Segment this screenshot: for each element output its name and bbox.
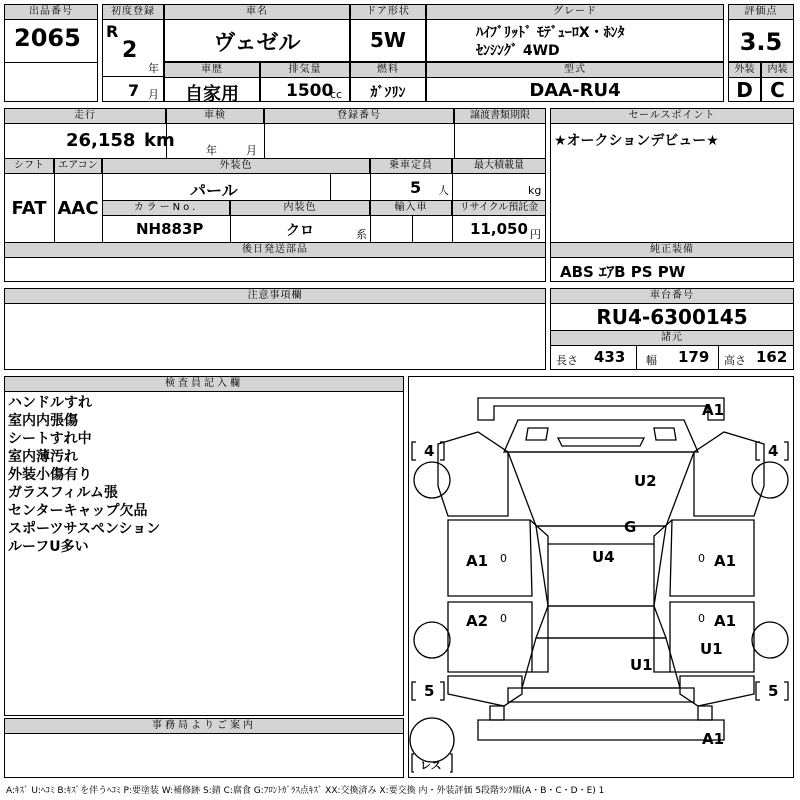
sales-point-label: セールスポイント xyxy=(550,108,794,124)
height-label: 高さ xyxy=(724,354,746,367)
model: DAA-RU4 xyxy=(529,80,621,101)
office-label: 事務局よりご案内 xyxy=(4,718,404,734)
mark-left-front-door: A1 xyxy=(466,552,489,570)
equipment-text: ABS ｴｱB PS PW xyxy=(560,263,686,281)
zero-mark-1: 0 xyxy=(500,552,507,565)
mark-rear-bumper: A1 xyxy=(702,730,725,748)
mark-right-rear-fender: U1 xyxy=(700,640,723,658)
height: 162 xyxy=(756,348,788,366)
history: 自家用 xyxy=(185,84,239,105)
equipment-label: 純正装備 xyxy=(550,242,794,258)
exterior-label: 外装 xyxy=(728,62,761,78)
recycle-unit: 円 xyxy=(530,228,541,241)
reg-year: 2 xyxy=(122,38,138,63)
color-label: 外装色 xyxy=(102,158,370,174)
fuel: ｶﾞｿﾘﾝ xyxy=(370,85,406,101)
chassis-label: 車台番号 xyxy=(550,288,794,304)
mileage: 26,158 xyxy=(66,130,136,151)
inspector-note: スポーツサスペンション xyxy=(8,521,161,537)
chassis-number: RU4-6300145 xyxy=(596,305,748,329)
int-color: クロ xyxy=(286,223,314,239)
width-label: 幅 xyxy=(646,354,657,367)
interior-grade: C xyxy=(770,78,785,102)
year-unit: 年 xyxy=(148,62,159,75)
displacement-label: 排気量 xyxy=(260,62,350,78)
car-name: ヴェゼル xyxy=(213,31,301,56)
color: パール xyxy=(190,181,238,200)
mark-left-rear-door: A2 xyxy=(466,612,489,630)
tire-rear-right: 5 xyxy=(768,682,779,700)
mark-hood: U2 xyxy=(634,472,657,490)
legend: A:ｷｽﾞ U:ﾍｺﾐ B:ｷｽﾞを伴うﾍｺﾐ P:要塗装 W:補修跡 S:錆 C:腐食 G:ﾌﾛﾝﾄｶﾞﾗｽ点ｷｽﾞ XX:交換済み X:要交換 内・外装評価 5段階ﾗﾝｸ順(A・B・C・D・E) 1 xyxy=(6,786,605,796)
ac-label: エアコン xyxy=(54,158,102,174)
displacement-unit: cc xyxy=(330,88,343,101)
vline xyxy=(330,174,331,200)
shift: FAT xyxy=(11,198,47,219)
mileage-unit: km xyxy=(144,130,175,151)
grade-label: グレード xyxy=(426,4,724,20)
transfer-label: 譲渡書類期限 xyxy=(454,108,546,124)
inspection-month-unit: 月 xyxy=(246,144,257,157)
inspector-note: 外装小傷有り xyxy=(8,467,92,483)
inspector-note: シートすれ中 xyxy=(8,431,92,447)
inspector-note: 室内薄汚れ xyxy=(8,449,78,465)
inspector-note: ハンドルすれ xyxy=(8,395,92,411)
era: R xyxy=(106,22,119,41)
capacity: 5 xyxy=(410,178,422,197)
car-name-label: 車名 xyxy=(164,4,350,20)
mark-right-rear-door: A1 xyxy=(714,612,737,630)
grade-line1: ﾊｲﾌﾞﾘｯﾄﾞ ﾓﾃﾞｭｰﾛX・ﾎﾝﾀ xyxy=(476,25,625,41)
spare-tire-label: レス xyxy=(420,759,442,772)
color-no-label: カラーNo. xyxy=(102,200,230,216)
tire-front-left: 4 xyxy=(424,442,435,460)
zero-mark-3: 0 xyxy=(500,612,507,625)
inspector-note: ガラスフィルム張 xyxy=(8,485,118,501)
inspector-note: センターキャップ欠品 xyxy=(8,503,148,519)
first-reg-label: 初度登録 xyxy=(102,4,164,20)
fuel-label: 燃料 xyxy=(350,62,426,78)
inspector-note: ルーフU多い xyxy=(8,539,89,555)
import-label: 輸入車 xyxy=(370,200,452,216)
month-unit: 月 xyxy=(148,88,159,101)
inspector-notes xyxy=(8,394,398,556)
color-no: NH883P xyxy=(136,220,204,238)
grade-line2: ｾﾝｼﾝｸﾞ 4WD xyxy=(476,43,560,59)
inspector-label: 検査員記入欄 xyxy=(4,376,404,392)
mileage-label: 走行 xyxy=(4,108,166,124)
sales-point-text: ★オークションデビュー★ xyxy=(554,133,719,149)
vline xyxy=(636,346,637,370)
mark-roof: U4 xyxy=(592,548,615,566)
inspection-year-unit: 年 xyxy=(206,144,217,157)
shift-label: シフト xyxy=(4,158,54,174)
width: 179 xyxy=(678,348,710,366)
mark-windshield: G xyxy=(624,518,637,536)
capacity-unit: 人 xyxy=(438,184,449,197)
lot-no-label: 出品番号 xyxy=(4,4,98,20)
inspector-note: 室内内張傷 xyxy=(8,413,78,429)
reg-divider xyxy=(102,76,164,77)
door-type: 5W xyxy=(370,28,406,52)
dims-label: 諸元 xyxy=(550,330,794,346)
door-label: ドア形状 xyxy=(350,4,426,20)
ac: AAC xyxy=(57,198,99,219)
exterior-grade: D xyxy=(736,78,753,102)
tire-front-right: 4 xyxy=(768,442,779,460)
model-label: 型式 xyxy=(426,62,724,78)
interior-label: 内装 xyxy=(761,62,794,78)
length-label: 長さ xyxy=(556,354,578,367)
caution-label: 注意事項欄 xyxy=(4,288,546,304)
tire-rear-left: 5 xyxy=(424,682,435,700)
lot-divider xyxy=(4,62,98,63)
load-unit: kg xyxy=(528,184,542,197)
inspection-label: 車検 xyxy=(166,108,264,124)
int-color-unit: 系 xyxy=(356,228,367,241)
mark-front-bumper: A1 xyxy=(702,401,725,419)
car-diagram xyxy=(408,376,794,778)
length: 433 xyxy=(594,348,626,366)
zero-mark-4: 0 xyxy=(698,612,705,625)
reg-month: 7 xyxy=(128,81,140,100)
mark-right-front-door: A1 xyxy=(714,552,737,570)
vline xyxy=(718,346,719,370)
recycle: 11,050 xyxy=(470,220,528,238)
vline xyxy=(412,216,413,242)
reg-no-label: 登録番号 xyxy=(264,108,454,124)
score-label: 評価点 xyxy=(728,4,794,20)
capacity-label: 乗車定員 xyxy=(370,158,452,174)
recycle-label: リサイクル預託金 xyxy=(452,200,546,216)
later-parts-label: 後日発送部品 xyxy=(4,242,546,258)
score: 3.5 xyxy=(739,28,783,56)
history-label: 車歴 xyxy=(164,62,260,78)
displacement: 1500 xyxy=(286,81,334,101)
mark-trunk: U1 xyxy=(630,656,653,674)
int-color-label: 内装色 xyxy=(230,200,370,216)
load-label: 最大積載量 xyxy=(452,158,546,174)
lot-no: 2065 xyxy=(14,24,81,52)
zero-mark-2: 0 xyxy=(698,552,705,565)
